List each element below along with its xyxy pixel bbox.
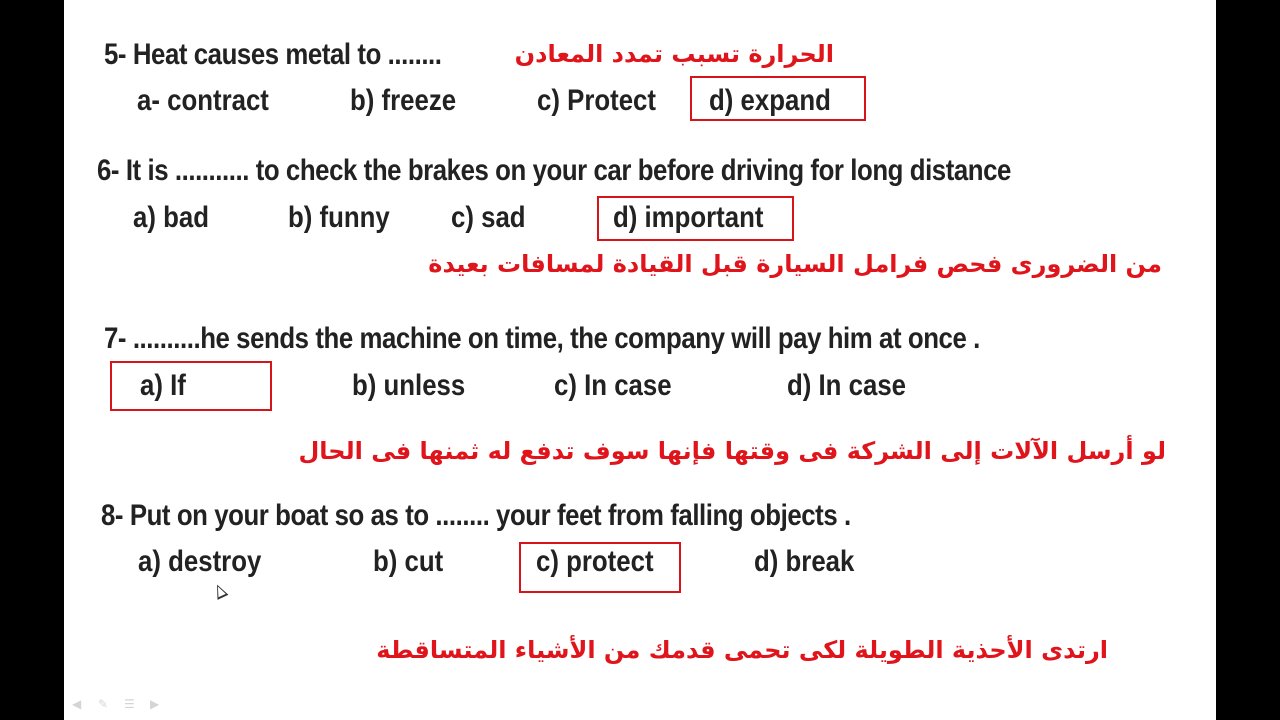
question-7-option-d: d) In case xyxy=(787,369,907,402)
question-6-option-b: b) funny xyxy=(288,201,390,234)
question-6-answer-box xyxy=(597,196,794,241)
question-8-option-d: d) break xyxy=(754,545,855,578)
question-7-option-c: c) In case xyxy=(554,369,672,402)
question-7-option-a: a) If xyxy=(140,369,186,402)
question-6-option-c: c) sad xyxy=(451,201,526,234)
question-5-option-c: c) Protect xyxy=(537,84,657,117)
arrow-right-icon[interactable]: ▶ xyxy=(150,697,160,711)
question-7-option-b: b) unless xyxy=(352,369,466,402)
mouse-cursor-icon xyxy=(212,582,229,600)
question-6-option-a: a) bad xyxy=(133,201,209,234)
question-6-option-d: d) important xyxy=(613,201,764,234)
question-5-option-d: d) expand xyxy=(709,84,831,117)
question-8-answer-box xyxy=(519,542,681,593)
question-5-translation: الحرارة تسبب تمدد المعادن xyxy=(514,40,834,68)
question-5-stem: 5- Heat causes metal to ........ xyxy=(104,38,442,71)
pen-icon[interactable]: ✎ xyxy=(98,697,109,711)
menu-icon[interactable]: ☰ xyxy=(124,697,135,711)
question-6-stem: 6- It is ........... to check the brakes on your car before driving for long distance xyxy=(97,154,1011,187)
question-8-option-c: c) protect xyxy=(536,545,654,578)
question-7-answer-box xyxy=(110,361,272,411)
question-8-option-a: a) destroy xyxy=(138,545,262,578)
question-7-stem: 7- ..........he sends the machine on time, the company will pay him at once . xyxy=(104,322,980,355)
slide xyxy=(64,0,1216,720)
arrow-left-icon[interactable]: ◀ xyxy=(72,697,82,711)
question-6-translation: من الضرورى فحص فرامل السيارة قبل القيادة لمسافات بعيدة xyxy=(428,250,1162,278)
slideshow-toolbar xyxy=(72,698,164,710)
question-8-stem: 8- Put on your boat so as to ........ your feet from falling objects . xyxy=(101,499,851,532)
question-7-translation: لو أرسل الآلات إلى الشركة فى وقتها فإنها سوف تدفع له ثمنها فى الحال xyxy=(298,437,1166,465)
question-5-option-b: b) freeze xyxy=(350,84,457,117)
question-8-option-b: b) cut xyxy=(373,545,444,578)
question-5-answer-box xyxy=(690,76,866,121)
question-8-translation: ارتدى الأحذية الطويلة لكى تحمى قدمك من الأشياء المتساقطة xyxy=(376,636,1108,664)
question-5-option-a: a- contract xyxy=(137,84,269,117)
